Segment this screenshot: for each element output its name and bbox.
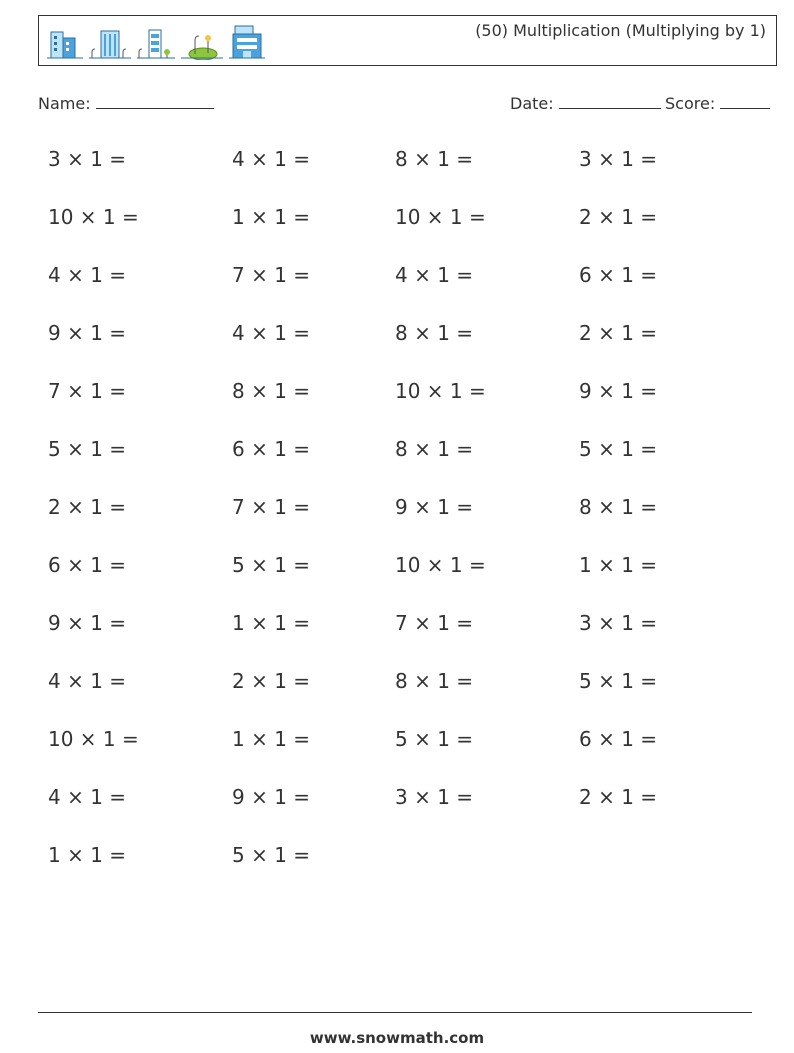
problem-item: 7 × 1 = — [232, 263, 311, 287]
problem-item: 5 × 1 = — [579, 669, 658, 693]
problem-item: 7 × 1 = — [395, 611, 474, 635]
problem-item: 7 × 1 = — [232, 495, 311, 519]
problem-item: 6 × 1 = — [232, 437, 311, 461]
problem-item: 8 × 1 = — [395, 147, 474, 171]
problem-item: 5 × 1 = — [48, 437, 127, 461]
park-tree-icon — [181, 28, 223, 60]
date-field[interactable] — [510, 93, 661, 113]
skyscraper-icon — [89, 28, 131, 60]
problem-item: 2 × 1 = — [579, 785, 658, 809]
problem-item: 7 × 1 = — [48, 379, 127, 403]
name-blank[interactable] — [96, 93, 214, 109]
problem-item: 10 × 1 = — [48, 727, 139, 751]
problem-item: 1 × 1 = — [232, 727, 311, 751]
problem-item: 9 × 1 = — [48, 611, 127, 635]
problem-item: 1 × 1 = — [232, 611, 311, 635]
office-building-icon — [47, 28, 83, 60]
problem-item: 6 × 1 = — [48, 553, 127, 577]
problem-item: 9 × 1 = — [395, 495, 474, 519]
tower-building-icon — [137, 28, 175, 60]
problem-item: 3 × 1 = — [579, 611, 658, 635]
problem-item: 9 × 1 = — [48, 321, 127, 345]
problem-item: 5 × 1 = — [232, 553, 311, 577]
problem-item: 8 × 1 = — [395, 669, 474, 693]
problem-item: 6 × 1 = — [579, 727, 658, 751]
worksheet-title: (50) Multiplication (Multiplying by 1) — [475, 21, 766, 40]
problem-item: 4 × 1 = — [395, 263, 474, 287]
problem-item: 2 × 1 = — [232, 669, 311, 693]
problem-item: 1 × 1 = — [48, 843, 127, 867]
problem-item: 3 × 1 = — [48, 147, 127, 171]
problem-item: 8 × 1 = — [232, 379, 311, 403]
problem-item: 5 × 1 = — [579, 437, 658, 461]
problem-item: 10 × 1 = — [395, 205, 486, 229]
problem-item: 4 × 1 = — [232, 147, 311, 171]
problem-item: 8 × 1 = — [395, 321, 474, 345]
problem-item: 9 × 1 = — [232, 785, 311, 809]
footer-divider — [38, 1012, 752, 1013]
problem-item: 6 × 1 = — [579, 263, 658, 287]
problem-item: 8 × 1 = — [579, 495, 658, 519]
problem-item: 2 × 1 = — [579, 321, 658, 345]
date-label: Date: — [510, 94, 554, 113]
name-field[interactable] — [38, 93, 214, 113]
problem-item: 4 × 1 = — [48, 669, 127, 693]
problem-item: 1 × 1 = — [232, 205, 311, 229]
problem-item: 3 × 1 = — [395, 785, 474, 809]
date-blank[interactable] — [559, 93, 661, 109]
score-label: Score: — [665, 94, 716, 113]
problem-item: 2 × 1 = — [579, 205, 658, 229]
problem-item: 10 × 1 = — [395, 379, 486, 403]
problem-item: 2 × 1 = — [48, 495, 127, 519]
footer-website: www.snowmath.com — [309, 1029, 485, 1047]
problem-item: 3 × 1 = — [579, 147, 658, 171]
score-blank[interactable] — [720, 93, 770, 109]
problem-item: 5 × 1 = — [232, 843, 311, 867]
problem-item: 1 × 1 = — [579, 553, 658, 577]
problem-item: 10 × 1 = — [48, 205, 139, 229]
icon-strip — [47, 24, 265, 60]
score-field[interactable] — [665, 93, 770, 113]
problem-item: 4 × 1 = — [48, 263, 127, 287]
problem-item: 5 × 1 = — [395, 727, 474, 751]
problem-item: 8 × 1 = — [395, 437, 474, 461]
problem-item: 4 × 1 = — [232, 321, 311, 345]
header-box — [38, 15, 777, 66]
problem-item: 4 × 1 = — [48, 785, 127, 809]
problem-item: 10 × 1 = — [395, 553, 486, 577]
problem-item: 9 × 1 = — [579, 379, 658, 403]
name-label: Name: — [38, 94, 91, 113]
modern-building-icon — [229, 24, 265, 60]
